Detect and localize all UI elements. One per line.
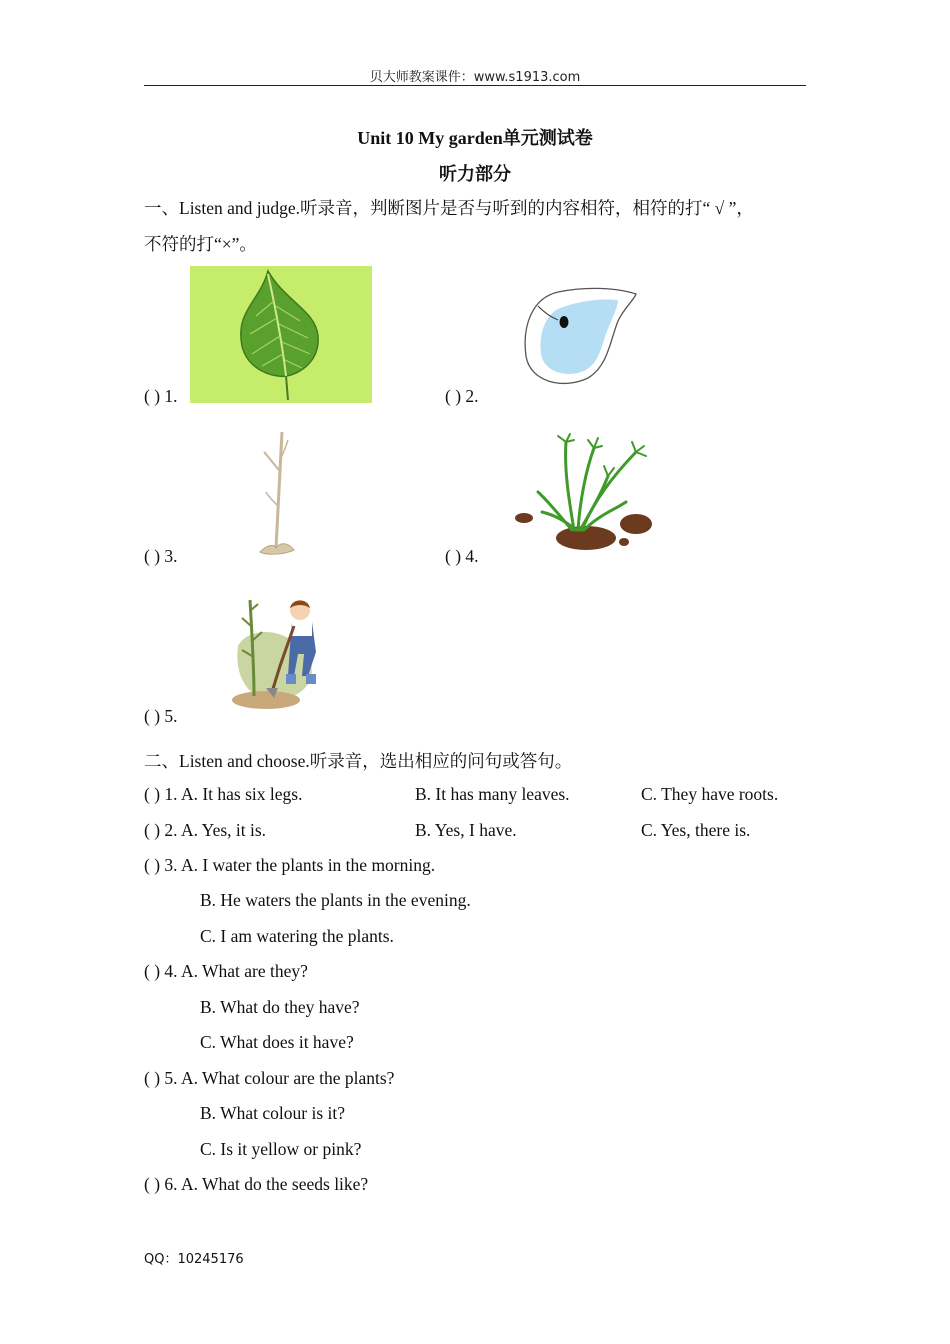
q2-option-a: ( ) 2. A. Yes, it is. xyxy=(144,820,267,840)
page-header: 贝大师教案课件：www.s1913.com xyxy=(369,70,581,85)
section1-instruction-line2: 不符的打“×”。 xyxy=(144,234,257,254)
q2-option-c: C. Yes, there is. xyxy=(641,820,751,840)
q1-option-b: B. It has many leaves. xyxy=(415,784,570,804)
header-divider xyxy=(144,85,806,86)
judge-item-5-label: ( ) 5. xyxy=(144,706,178,726)
q3-option-c: C. I am watering the plants. xyxy=(200,926,394,946)
q3-option-a: ( ) 3. A. I water the plants in the morning. xyxy=(144,855,436,875)
page-subtitle: 听力部分 xyxy=(439,164,511,184)
page-footer: QQ：10245176 xyxy=(144,1252,244,1267)
q5-option-b: B. What colour is it? xyxy=(200,1103,345,1123)
judge-item-1-label: ( ) 1. xyxy=(144,386,178,406)
judge-item-3-label: ( ) 3. xyxy=(144,546,178,566)
sapling-icon xyxy=(250,430,300,558)
judge-item-2-label: ( ) 2. xyxy=(445,386,479,406)
section2-instruction: 二、Listen and choose.听录音，选出相应的问句或答句。 xyxy=(144,751,573,771)
q4-option-c: C. What does it have? xyxy=(200,1032,354,1052)
q4-option-a: ( ) 4. A. What are they? xyxy=(144,961,308,981)
leaf-icon xyxy=(190,266,372,403)
q3-option-b: B. He waters the plants in the evening. xyxy=(200,890,471,910)
boy-planting-tree-icon xyxy=(228,596,336,712)
page-title: Unit 10 My garden单元测试卷 xyxy=(357,128,593,148)
plant-roots-icon xyxy=(514,430,654,555)
water-drop-icon xyxy=(518,286,643,392)
section1-instruction-line1: 一、Listen and judge.听录音，判断图片是否与听到的内容相符，相符的打“ √ ”， xyxy=(144,198,754,218)
q1-option-a: ( ) 1. A. It has six legs. xyxy=(144,784,303,804)
q1-option-c: C. They have roots. xyxy=(641,784,779,804)
q4-option-b: B. What do they have? xyxy=(200,997,360,1017)
q2-option-b: B. Yes, I have. xyxy=(415,820,517,840)
judge-item-4-label: ( ) 4. xyxy=(445,546,479,566)
q5-option-a: ( ) 5. A. What colour are the plants? xyxy=(144,1068,395,1088)
q5-option-c: C. Is it yellow or pink? xyxy=(200,1139,362,1159)
q6-option-a: ( ) 6. A. What do the seeds like? xyxy=(144,1174,369,1194)
